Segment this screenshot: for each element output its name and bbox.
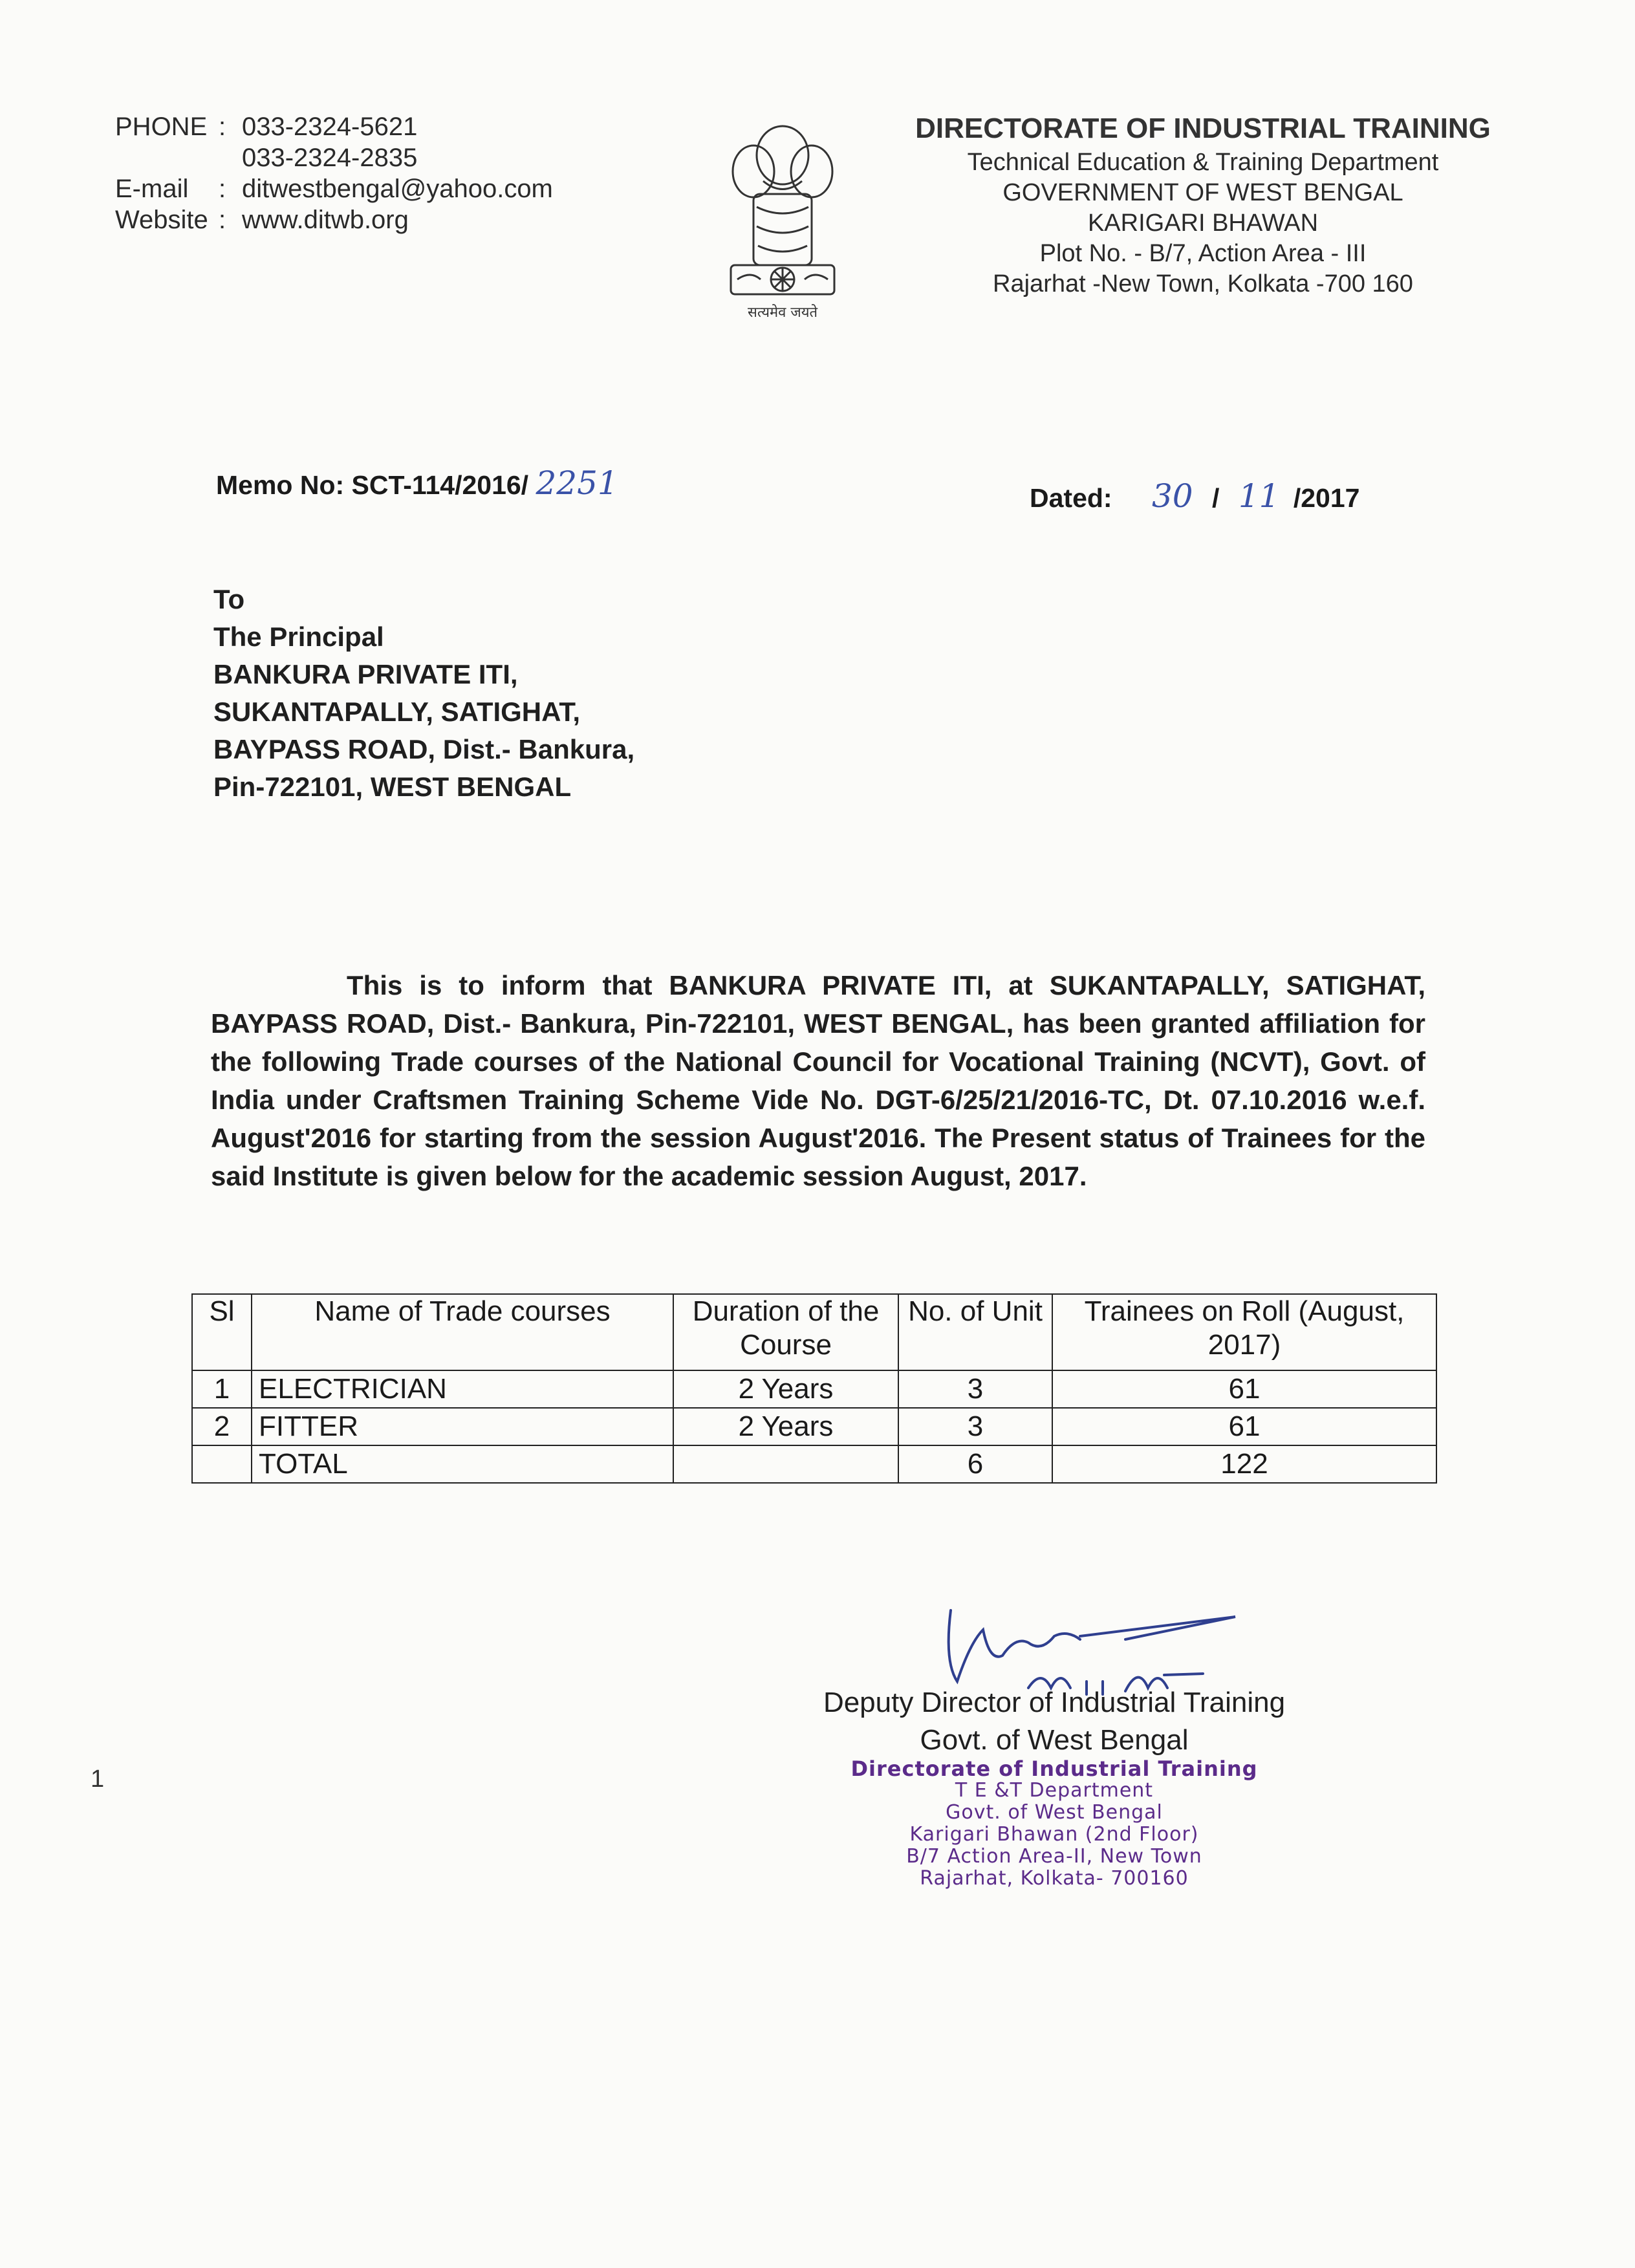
date-month: 11 [1238, 477, 1280, 515]
cell-trade: FITTER [252, 1408, 673, 1445]
address-to: To [213, 584, 245, 614]
department-title: DIRECTORATE OF INDUSTRIAL TRAINING [915, 113, 1491, 144]
address-line-3: SUKANTAPALLY, SATIGHAT, [213, 697, 581, 727]
phone-number-1: 033-2324-5621 [242, 113, 418, 141]
signatory-government: Govt. of West Bengal [920, 1724, 1189, 1756]
cell-total-trainees: 122 [1052, 1445, 1436, 1483]
national-emblem [718, 110, 847, 323]
phone-row-2 [115, 142, 553, 173]
address-line-5: Pin-722101, WEST BENGAL [213, 772, 572, 802]
contact-block [115, 111, 553, 235]
header-trainees: Trainees on Roll (August, 2017) [1052, 1294, 1436, 1370]
emblem-motto: सत्यमेव जयते [747, 305, 818, 321]
department-line-3: KARIGARI BHAWAN [1087, 210, 1319, 237]
cell-sl: 1 [192, 1370, 252, 1408]
stamp-line-1: Directorate of Industrial Training [850, 1756, 1258, 1781]
separator: : [219, 175, 226, 203]
email-label: E-mail [115, 175, 189, 203]
lion-capital-icon [718, 110, 847, 323]
cell-units: 3 [898, 1408, 1052, 1445]
header-trade-name: Name of Trade courses [252, 1294, 673, 1370]
header-duration: Duration of the Course [673, 1294, 898, 1370]
cell-trainees: 61 [1052, 1408, 1436, 1445]
stamp-line-2: T E &T Department [955, 1779, 1154, 1802]
website-label: Website [115, 206, 208, 234]
stamp-line-5: B/7 Action Area-II, New Town [906, 1845, 1202, 1868]
date-day: 30 [1151, 477, 1193, 515]
date-separator: / [1212, 483, 1220, 513]
stamp-line-6: Rajarhat, Kolkata- 700160 [920, 1867, 1189, 1890]
department-header [880, 110, 1526, 299]
blank-label [115, 142, 219, 173]
cell-trainees: 61 [1052, 1370, 1436, 1408]
body-paragraph: This is to inform that BANKURA PRIVATE ITI, at SUKANTAPALLY, SATIGHAT, BAYPASS ROAD, Dist.- Bankura, Pin-722101, WEST BENGAL, has been granted affiliation for the following Trade courses of the National Council for Vocational Training (NCVT), Govt. of India under Craftsmen Training Scheme Vide No. DGT-6/25/21/2016-TC, Dt. 07.10.2016 w.e.f. August'2016 for starting from the session August'2016. The Present status of Trainees for the said Institute is given below for the academic session August, 2017. [211, 970, 1425, 1191]
signatory-designation: Deputy Director of Industrial Training [823, 1687, 1286, 1718]
cell-sl [192, 1445, 252, 1483]
cell-total-label: TOTAL [252, 1445, 673, 1483]
cell-duration: 2 Years [673, 1370, 898, 1408]
memo-handwritten-number: 2251 [536, 464, 618, 502]
department-line-4: Plot No. - B/7, Action Area - III [1039, 240, 1367, 267]
address-line-2: BANKURA PRIVATE ITI, [213, 659, 518, 689]
memo-number [216, 464, 618, 502]
phone-row [115, 111, 553, 142]
memo-label: Memo No: SCT-114/2016/ [216, 470, 529, 500]
department-line-2: GOVERNMENT OF WEST BENGAL [1002, 179, 1403, 206]
cell-duration [673, 1445, 898, 1483]
cell-trade: ELECTRICIAN [252, 1370, 673, 1408]
table-row [192, 1408, 1436, 1445]
website-url: www.ditwb.org [242, 206, 409, 234]
signatory-block [789, 1684, 1319, 1759]
cell-sl: 2 [192, 1408, 252, 1445]
stamp-line-3: Govt. of West Bengal [946, 1801, 1163, 1824]
website-row [115, 204, 553, 235]
recipient-address [213, 581, 634, 806]
email-row [115, 173, 553, 204]
trade-courses-table [191, 1293, 1437, 1484]
blank-sep [219, 142, 242, 173]
separator: : [219, 113, 226, 141]
header-sl: Sl [192, 1294, 252, 1370]
page-number: 1 [91, 1766, 105, 1793]
phone-number-2: 033-2324-2835 [242, 144, 418, 172]
date-year: /2017 [1293, 483, 1360, 513]
department-line-1: Technical Education & Training Department [967, 149, 1439, 176]
memo-date [1030, 477, 1359, 515]
cell-total-units: 6 [898, 1445, 1052, 1483]
cell-duration: 2 Years [673, 1408, 898, 1445]
separator: : [219, 206, 226, 234]
phone-label: PHONE [115, 113, 208, 141]
stamp-line-4: Karigari Bhawan (2nd Floor) [909, 1823, 1199, 1846]
address-line-4: BAYPASS ROAD, Dist.- Bankura, [213, 734, 635, 764]
address-line-1: The Principal [213, 621, 384, 652]
dated-label: Dated: [1030, 483, 1112, 513]
header-units: No. of Unit [898, 1294, 1052, 1370]
table-header-row [192, 1294, 1436, 1370]
cell-units: 3 [898, 1370, 1052, 1408]
department-line-5: Rajarhat -New Town, Kolkata -700 160 [993, 270, 1413, 297]
email-address: ditwestbengal@yahoo.com [242, 175, 553, 203]
table-row [192, 1370, 1436, 1408]
table-total-row [192, 1445, 1436, 1483]
official-stamp [789, 1758, 1319, 1890]
